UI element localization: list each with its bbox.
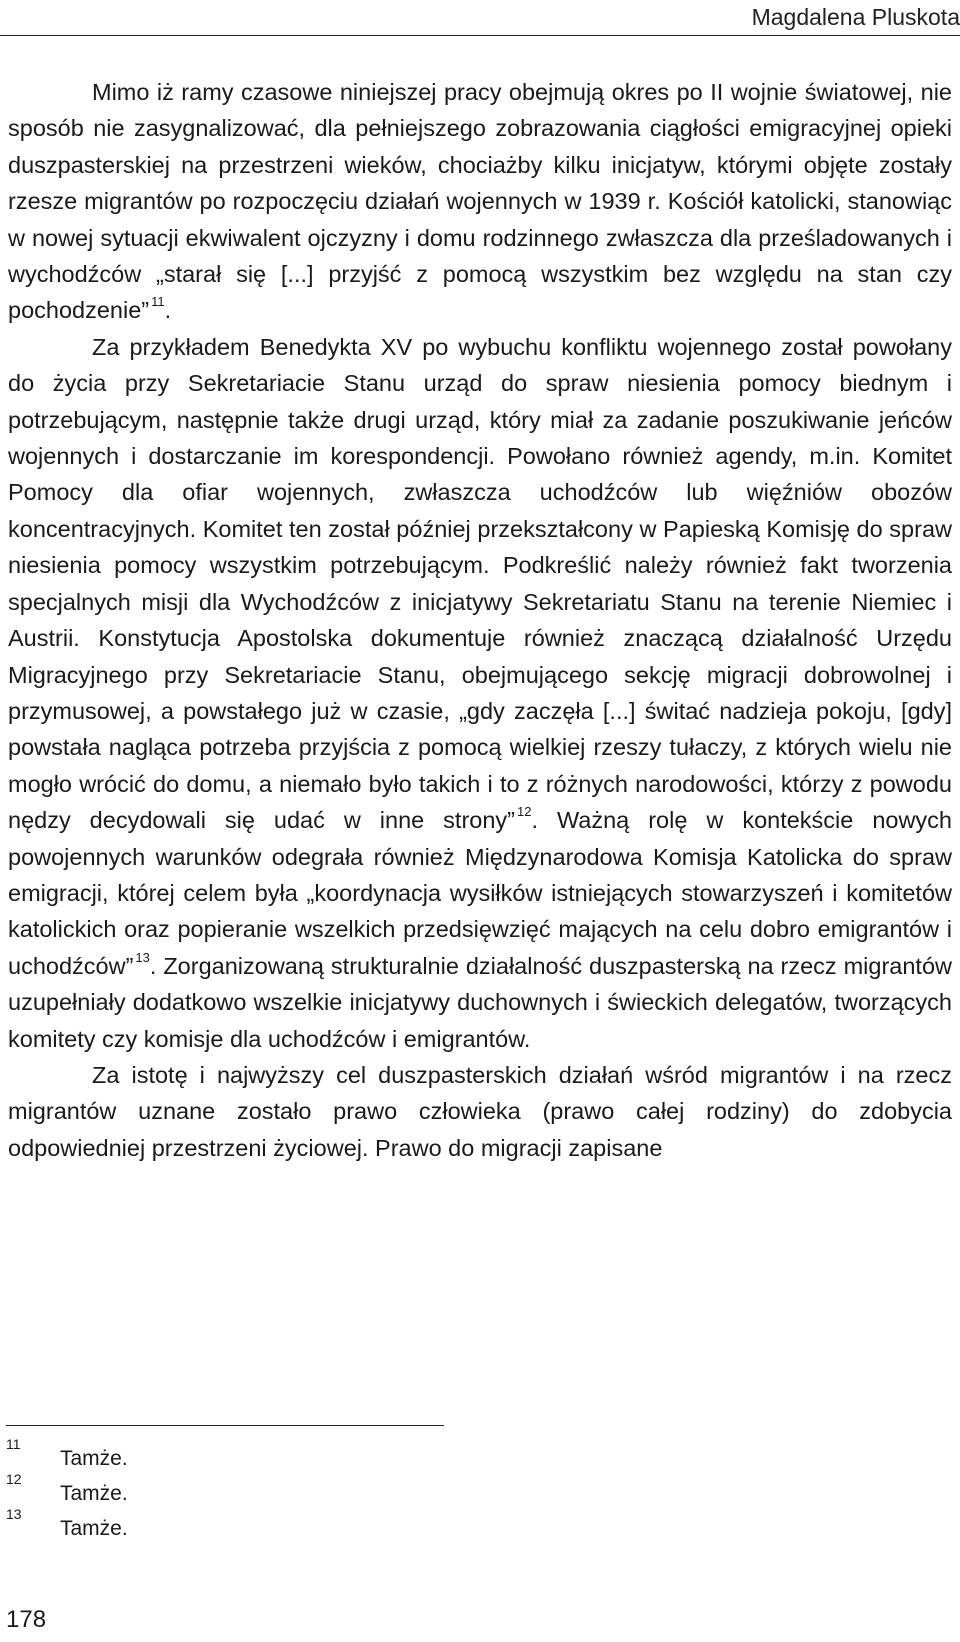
footnote-text: Tamże. [60,1482,128,1505]
paragraph-1 [8,74,952,329]
footnote-text: Tamże. [60,1517,128,1540]
footnote-ref-12: 12 [517,804,532,820]
paragraph-2 [8,329,952,1057]
paragraph-3-text-1: Za istotę i najwyższy cel duszpasterskich działań wśród migrantów i na rzecz migrantów uznane zostało prawo człowieka (prawo całej rodziny) do zdobycia odpowiedniej przestrzeni życiowej. Prawo do migracji zapisane [8,1061,952,1161]
footnote-ref-11: 11 [151,294,165,310]
footnote-text: Tamże. [60,1447,128,1470]
footnote-12 [6,1471,606,1514]
footnote-number: 12 [6,1471,22,1487]
main-text [8,74,952,1166]
footnote-number: 13 [6,1506,22,1522]
footnote-separator [6,1425,444,1426]
paragraph-2-text-1: Za przykładem Benedykta XV po wybuchu konfliktu wojennego został powołany do życia przy Sekretariacie Stanu urząd do spraw niesienia pomocy biednym i potrzebującym, następnie także drugi urząd, który miał za zadanie poszukiwanie jeńców wojennych i dostarczanie im korespondencji. Powołano również agendy, m.in. Komitet Pomocy dla ofiar wojennych, zwłaszcza uchodźców lub więźniów obozów koncentracyjnych. Komitet ten został później przekształcony w Papieską Komisję do spraw niesienia pomocy wszystkim potrzebującym. Podkreślić należy również fakt tworzenia specjalnych misji dla Wychodźców z inicjatywy Sekretariatu Stanu na terenie Niemiec i Austrii. Konstytucja Apostolska dokumentuje również znaczącą działalność Urzędu Migracyjnego przy Sekretariacie Stanu, obejmującego sekcję migracji dobrowolnej i przymusowej, a powstałego już w czasie, „gdy zaczęła [...] świtać nadzieja pokoju, [gdy] powstała nagląca potrzeba przyjścia z pomocą wielkiej rzeszy tułaczy, z których wielu nie mogło wrócić do domu, a niemało było takich i to z różnych narodowości, którzy z powodu nędzy decydowali się udać w inne strony” [8,333,952,834]
paragraph-2-text-2: . Ważną rolę w kontekście nowych powojennych warunków odegrała również Międzynarodowa Komisja Katolicka do spraw emigracji, której celem była „koordynacja wysiłków istniejących stowarzyszeń i komitetów katolickich oraz popieranie wszelkich przedsięwzięć mających na celu dobro emigrantów i uchodźców” [8,807,952,979]
footnote-number: 11 [6,1436,21,1452]
paragraph-1-text-2: . [164,297,172,324]
paragraph-3 [8,1057,952,1166]
footnote-11 [6,1436,606,1479]
header-rule [0,35,960,36]
running-header: Magdalena Pluskota [751,4,960,30]
footnote-ref-13: 13 [135,949,150,965]
page-number: 178 [6,1606,47,1633]
footnotes [6,1436,606,1549]
footnote-13 [6,1506,606,1549]
paragraph-1-text-1: Mimo iż ramy czasowe niniejszej pracy obejmują okres po II wojnie światowej, nie sposób nie zasygnalizować, dla pełniejszego zobrazowania ciągłości emigracyjnej opieki duszpasterskiej na przestrzeni wieków, chociażby kilku inicjatyw, którymi objęte zostały rzesze migrantów po rozpoczęciu działań wojennych w 1939 r. Kościół katolicki, stanowiąc w nowej sytuacji ekwiwalent ojczyzny i domu rodzinnego zwłaszcza dla prześladowanych i wychodźców „starał się [...] przyjść z pomocą wszystkim bez względu na stan czy pochodzenie” [8,79,952,324]
paragraph-2-text-3: . Zorganizowaną strukturalnie działalność duszpasterską na rzecz migrantów uzupełniały dodatkowo wszelkie inicjatywy duchownych i świeckich delegatów, tworzących komitety czy komisje dla uchodźców i emigrantów. [8,952,952,1052]
